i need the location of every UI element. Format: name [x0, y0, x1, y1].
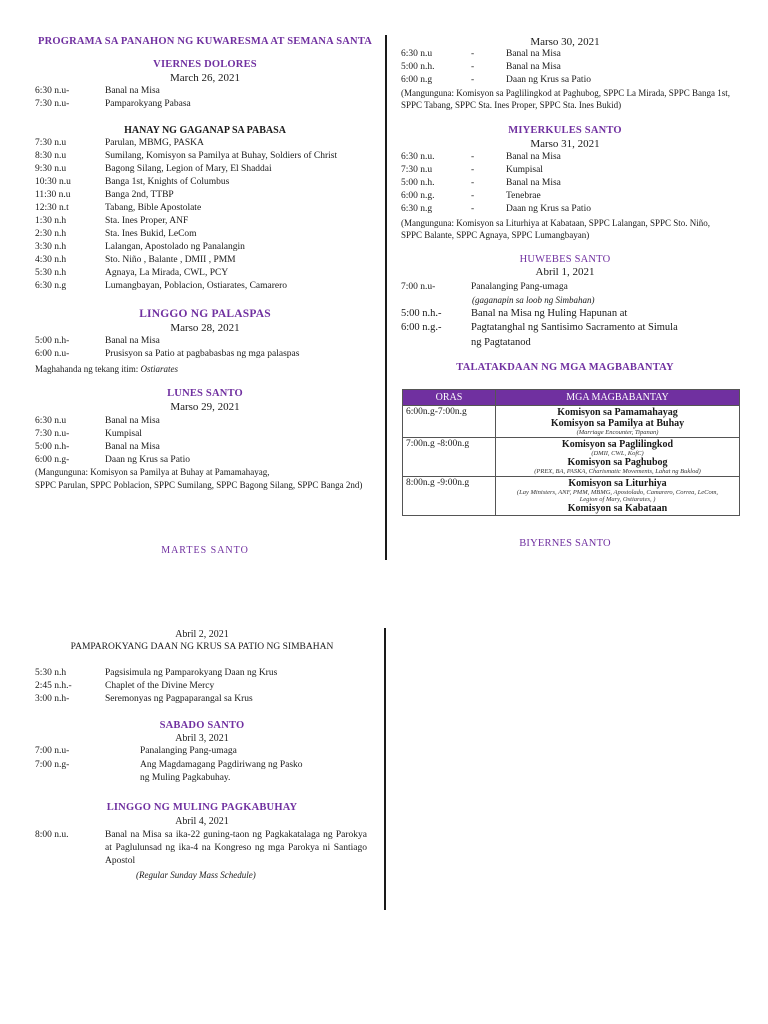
desc: Daan ng Krus sa Patio [506, 204, 591, 214]
time: 2:45 n.h.- [35, 681, 72, 691]
group-members: (PREX, BA, PASKA, Charismatic Movements, Lahat ng Buklod) [534, 468, 701, 475]
abril2-subheading: PAMPAROKYANG DAAN NG KRUS SA PATIO NG SIMBAHAN [70, 642, 334, 652]
sabado-date: Abril 3, 2021 [175, 733, 229, 744]
table-row [403, 438, 740, 477]
desc: Daan ng Krus sa Patio [105, 455, 190, 465]
group-members: Legion of Mary, Ostiarates, ) [579, 496, 656, 503]
desc: Banal na Misa ng Huling Hapunan at [471, 308, 628, 319]
viernes-heading: VIERNES DOLORES [153, 59, 257, 70]
huwebes-row-1-sub: (gaganapin sa loob ng Simbahan) [472, 295, 595, 305]
time: 7:00 n.u- [35, 746, 70, 756]
group-members: (DMII, CWL, KofC) [591, 450, 644, 457]
desc: Tabang, Bible Apostolate [105, 203, 202, 213]
miyerkules-note-2: SPPC Balante, SPPC Agnaya, SPPC Lumangbayan) [401, 230, 590, 240]
group-name: Komisyon sa Liturhiya [568, 478, 667, 489]
marso30-note-2: SPPC Tabang, SPPC Sta. Ines Proper, SPPC Sta. Ines Bukid) [401, 100, 622, 110]
desc: Daan ng Krus sa Patio [506, 75, 591, 85]
dash: - [471, 62, 475, 72]
pagkabuhay-time: 8:00 n.u. [35, 830, 69, 840]
column-divider-bottom [384, 628, 386, 910]
desc: Seremonyas ng Pagpaparangal sa Krus [105, 694, 253, 704]
desc: Banal na Misa [506, 178, 561, 188]
time: 12:30 n.t [35, 203, 69, 213]
desc: Panalanging Pang-umaga [140, 746, 237, 756]
talatakdaan-heading: TALATAKDAAN NG MGA MAGBABANTAY [456, 362, 674, 373]
row-groups [496, 438, 740, 477]
desc: Banal na Misa [506, 62, 561, 72]
desc: Ang Magdamagang Pagdiriwang ng Pasko [140, 760, 303, 770]
row-time: 7:00n.g -8:00n.g [403, 438, 496, 477]
pabasa-heading: HANAY NG GAGANAP SA PABASA [124, 125, 286, 136]
palaspas-note-value: Ostiarates [140, 364, 178, 374]
pagkabuhay-date: Abril 4, 2021 [175, 816, 229, 827]
group-name: Komisyon sa Kabataan [567, 503, 668, 514]
time: 3:30 n.h [35, 242, 67, 252]
desc: Panalanging Pang-umaga [471, 282, 568, 292]
time: 11:30 n.u [35, 190, 71, 200]
row-time: 6:00n.g-7:00n.g [403, 406, 496, 438]
desc: Prusisyon sa Patio at pagbabasbas ng mga palaspas [105, 349, 300, 359]
time: 5:00 n.h. [401, 178, 435, 188]
viernes-date: March 26, 2021 [170, 72, 240, 84]
time: 9:30 n.u [35, 164, 67, 174]
time: 6:00 n.u- [35, 349, 70, 359]
dash: - [471, 204, 475, 214]
desc: Banal na Misa [105, 336, 160, 346]
desc: Banal na Misa [105, 416, 160, 426]
desc: Pagsisimula ng Pamparokyang Daan ng Krus [105, 668, 278, 678]
lunes-note-2: SPPC Parulan, SPPC Poblacion, SPPC Sumilang, SPPC Bagong Silang, SPPC Banga 2nd) [35, 480, 363, 490]
row-time: 8:00n.g -9:00n.g [403, 477, 496, 516]
desc: Pagtatanghal ng Santisimo Sacramento at Simula [471, 322, 678, 333]
huwebes-row-3b: ng Pagtatanod [471, 337, 531, 348]
time: 4:30 n.h [35, 255, 67, 265]
time: 6:00 n.g- [35, 455, 70, 465]
sabado-row-2b: ng Muling Pagkabuhay. [140, 773, 231, 783]
group-name: Komisyon sa Pamilya at Buhay [550, 418, 685, 429]
desc: Lalangan, Apostolado ng Panalangin [105, 242, 245, 252]
desc: Sta. Ines Proper, ANF [105, 216, 189, 226]
time: 7:30 n.u [35, 138, 67, 148]
desc: Banal na Misa [506, 152, 561, 162]
lunes-heading: LUNES SANTO [167, 388, 243, 399]
desc: Parulan, MBMG, PASKA [105, 138, 204, 148]
time: 6:00 n.g.- [401, 322, 442, 333]
table-row [403, 406, 740, 438]
time: 7:00 n.g- [35, 760, 70, 770]
time: 10:30 n.u [35, 177, 71, 187]
desc: Banal na Misa [105, 442, 160, 452]
time: 6:30 n.g [401, 204, 433, 214]
time: 5:00 n.h. [401, 62, 435, 72]
pagkabuhay-sub: (Regular Sunday Mass Schedule) [136, 870, 256, 880]
column-divider-top [385, 35, 387, 560]
time: 6:00 n.g. [401, 191, 435, 201]
dash: - [471, 152, 475, 162]
time: 2:30 n.h [35, 229, 67, 239]
desc: Sto. Niño , Balante , DMII , PMM [105, 255, 236, 265]
time: 8:30 n.u [35, 151, 67, 161]
desc: Agnaya, La Mirada, CWL, PCY [105, 268, 229, 278]
desc: Bagong Silang, Legion of Mary, El Shaddai [105, 164, 272, 174]
desc: Chaplet of the Divine Mercy [105, 681, 215, 691]
group-name: Komisyon sa Paghubog [567, 457, 668, 468]
time: 7:30 n.u- [35, 429, 70, 439]
desc: Lumangbayan, Poblacion, Ostiarates, Camarero [105, 281, 288, 291]
desc: Kumpisal [105, 429, 142, 439]
time: 7:00 n.u- [401, 282, 436, 292]
desc: Banga 1st, Knights of Columbus [105, 177, 230, 187]
group-members: (Marriage Encounter, Tipanan) [576, 429, 659, 436]
time: 6:00 n.g [401, 75, 433, 85]
time: 5:00 n.h- [35, 442, 70, 452]
sabado-heading: SABADO SANTO [159, 720, 245, 731]
time: 6:30 n.u. [401, 152, 435, 162]
time: 7:30 n.u- [35, 99, 70, 109]
dash: - [471, 178, 475, 188]
palaspas-note [35, 364, 178, 374]
desc: Tenebrae [506, 191, 541, 201]
time: 3:00 n.h- [35, 694, 70, 704]
dash: - [471, 191, 475, 201]
lunes-note-1: (Mangunguna: Komisyon sa Pamilya at Buhay at Pamamahayag, [35, 467, 270, 477]
biyernes-heading: BIYERNES SANTO [519, 538, 611, 549]
group-name: Komisyon sa Pamamahayag [557, 407, 678, 418]
miyerkules-note-1: (Mangunguna: Komisyon sa Liturhiya at Kabataan, SPPC Lalangan, SPPC Sto. Niño, [401, 218, 710, 228]
row-groups [496, 406, 740, 438]
pagkabuhay-heading: LINGGO NG MULING PAGKABUHAY [106, 802, 298, 813]
group-members: (Lay Ministers, ANF, PMM, MBMG, Apostolado, Camarero, Correa, LeCom, [516, 489, 719, 496]
abril2-date: Abril 2, 2021 [175, 629, 229, 640]
huwebes-heading: HUWEBES SANTO [519, 254, 611, 265]
marso30-date: Marso 30, 2021 [530, 36, 600, 48]
desc: Pamparokyang Pabasa [105, 99, 191, 109]
dash: - [471, 165, 475, 175]
time: 5:00 n.h- [35, 336, 70, 346]
row-groups [496, 477, 740, 516]
pagkabuhay-desc: Banal na Misa sa ika-22 guning-taon ng Pagkakatalaga ng Parokya at Paglulunsad ng ika-4 na Kongreso ng mga Parokya ni Santiago Apostol [105, 830, 367, 866]
palaspas-note-prefix: Maghahanda ng tekang itim: [35, 364, 139, 374]
time: 6:30 n.u [35, 416, 67, 426]
time: 6:30 n.u [401, 49, 433, 59]
desc: Kumpisal [506, 165, 543, 175]
time: 5:30 n.h [35, 668, 67, 678]
lunes-date: Marso 29, 2021 [170, 401, 240, 413]
miyerkules-date: Marso 31, 2021 [530, 138, 600, 150]
group-name: Komisyon sa Paglilingkod [561, 439, 674, 450]
desc: Sumilang, Komisyon sa Pamilya at Buhay, Soldiers of Christ [105, 151, 338, 161]
huwebes-date: Abril 1, 2021 [535, 266, 595, 278]
time: 5:00 n.h.- [401, 308, 442, 319]
desc: Banal na Misa [506, 49, 561, 59]
palaspas-heading: LINGGO NG PALASPAS [139, 308, 271, 320]
program-title: PROGRAMA SA PANAHON NG KUWARESMA AT SEMANA SANTA [37, 36, 373, 47]
palaspas-date: Marso 28, 2021 [170, 322, 240, 334]
desc: Banal na Misa [105, 86, 160, 96]
miyerkules-heading: MIYERKULES SANTO [508, 125, 622, 136]
dash: - [471, 49, 475, 59]
time: 5:30 n.h [35, 268, 67, 278]
table-row [403, 477, 740, 516]
martes-heading: MARTES SANTO [161, 545, 249, 556]
marso30-note-1: (Mangunguna: Komisyon sa Paglilingkod at Paghubog, SPPC La Mirada, SPPC Banga 1st, [401, 88, 731, 98]
desc: Sta. Ines Bukid, LeCom [105, 229, 197, 239]
watch-table [402, 389, 740, 516]
time: 1:30 n.h [35, 216, 67, 226]
col-magbabantay: MGA MAGBABANTAY [496, 390, 740, 406]
time: 7:30 n.u [401, 165, 433, 175]
dash: - [471, 75, 475, 85]
time: 6:30 n.u- [35, 86, 70, 96]
desc: Banga 2nd, TTBP [105, 190, 174, 200]
col-oras: ORAS [403, 390, 496, 406]
time: 6:30 n.g [35, 281, 67, 291]
